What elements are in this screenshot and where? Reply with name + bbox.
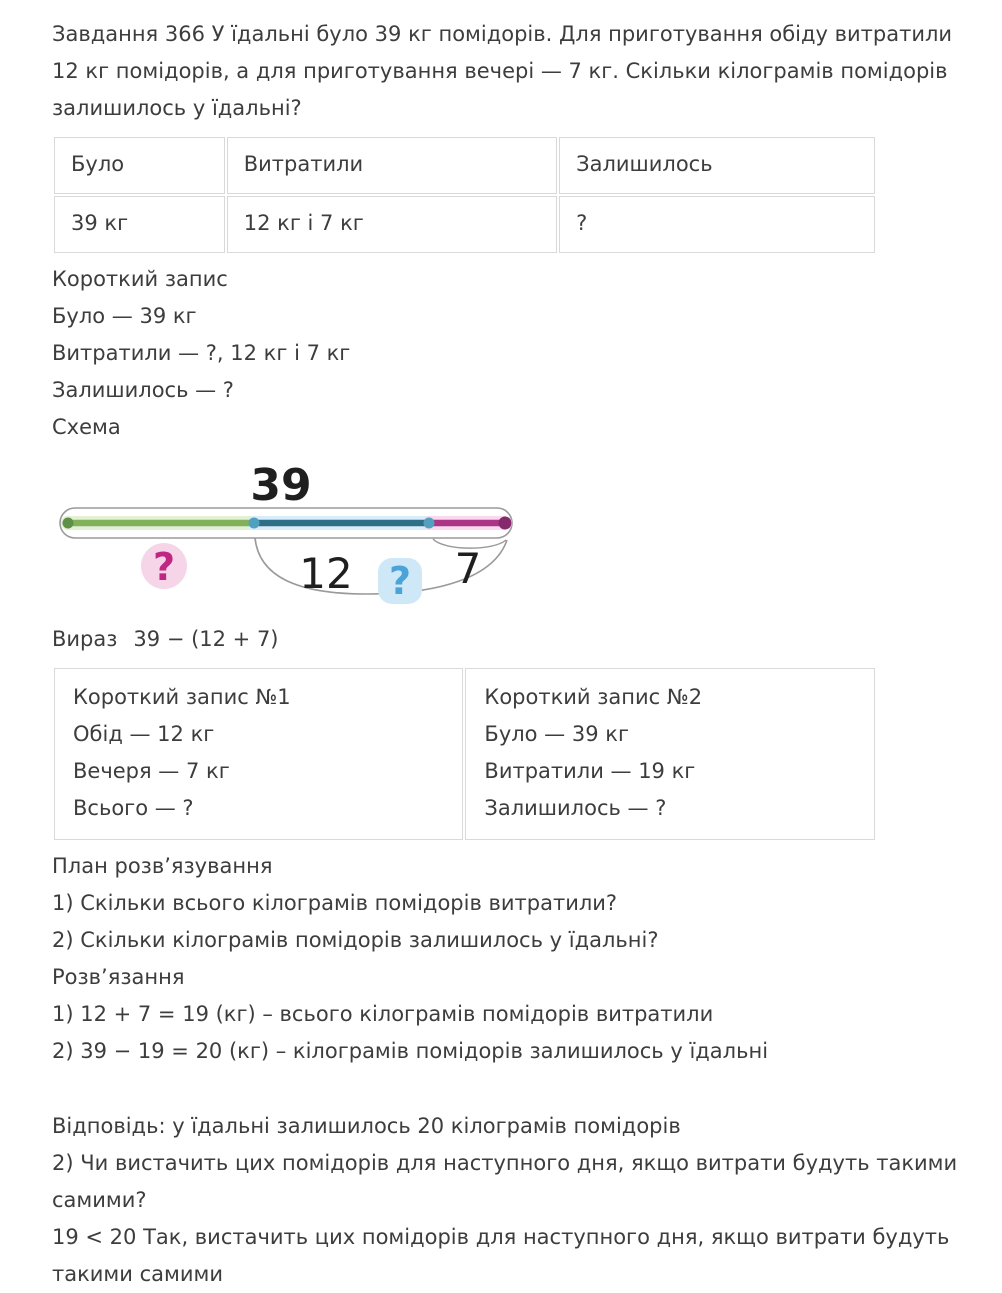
col-header-was: Було	[54, 137, 225, 194]
cell-left-value: ?	[559, 196, 875, 253]
cell-was-value: 39 кг	[54, 196, 225, 253]
schema-diagram-wrap	[58, 462, 982, 619]
lunch-value: 12	[299, 549, 353, 598]
record2-line-was: Було — 39 кг	[484, 722, 629, 746]
record2-line-left: Залишилось — ?	[484, 796, 667, 820]
record1-line-lunch: Обід — 12 кг	[73, 722, 215, 746]
record2-cell	[465, 668, 875, 840]
record2-line-spent: Витратили — 19 кг	[484, 759, 696, 783]
record1-title: Короткий запис №1	[73, 685, 291, 709]
summary-table-header-row	[54, 137, 875, 194]
answer-text: Відповідь: у їдальні залишилось 20 кілограмів помідорів	[52, 1114, 681, 1138]
cell-spent-value: 12 кг і 7 кг	[227, 196, 557, 253]
plan-item-1: 1) Скільки всього кілограмів помідорів витратили?	[52, 891, 618, 915]
answer-block	[52, 1108, 982, 1293]
junction-dot-2	[424, 518, 435, 529]
short-record-line-left: Залишилось — ?	[52, 378, 234, 402]
schema-total-label: 39	[250, 462, 312, 511]
followup-answer: 19 < 20 Так, вистачить цих помідорів для наступного дня, якщо витрати будуть такими самими	[52, 1225, 950, 1286]
expression-label: Вираз	[52, 627, 118, 651]
records-table-row	[54, 668, 875, 840]
record1-line-dinner: Вечеря — 7 кг	[73, 759, 230, 783]
dinner-value: 7	[454, 544, 482, 593]
endpoint-dot-left	[63, 518, 74, 529]
solution-title: Розв’язання	[52, 965, 185, 989]
expression-line	[52, 621, 982, 658]
solution-step-1: 1) 12 + 7 = 19 (кг) – всього кілограмів помідорів витратили	[52, 1002, 714, 1026]
col-header-left: Залишилось	[559, 137, 875, 194]
record1-line-total: Всього — ?	[73, 796, 194, 820]
plan-title: План розв’язування	[52, 854, 273, 878]
endpoint-dot-right	[499, 517, 512, 530]
plan-item-2: 2) Скільки кілограмів помідорів залишилось у їдальні?	[52, 928, 659, 952]
summary-table-data-row	[54, 196, 875, 253]
short-record-line-was: Було — 39 кг	[52, 304, 197, 328]
records-table	[52, 666, 877, 842]
problem-text: Завдання 366 У їдальні було 39 кг помідорів. Для приготування обіду витратили 12 кг помідорів, а для приготування вечері — 7 кг. Скільки кілограмів помідорів залишилось у їдальні?	[52, 22, 953, 120]
expression-value: 39 − (12 + 7)	[133, 627, 279, 651]
solution-step-2: 2) 39 − 19 = 20 (кг) – кілограмів помідорів залишилось у їдальні	[52, 1039, 769, 1063]
record2-title: Короткий запис №2	[484, 685, 703, 709]
record1-cell	[54, 668, 463, 840]
schema-diagram	[58, 462, 528, 614]
left-unknown-question-mark: ?	[152, 545, 176, 589]
summary-table	[52, 135, 877, 255]
schema-label: Схема	[52, 415, 121, 439]
spent-unknown-question-mark: ?	[388, 559, 412, 603]
short-record-title: Короткий запис	[52, 267, 228, 291]
short-record-line-spent: Витратили — ?, 12 кг і 7 кг	[52, 341, 351, 365]
junction-dot-1	[249, 518, 260, 529]
col-header-spent: Витратили	[227, 137, 557, 194]
followup-question: 2) Чи вистачить цих помідорів для наступного дня, якщо витрати будуть такими самими?	[52, 1151, 958, 1212]
